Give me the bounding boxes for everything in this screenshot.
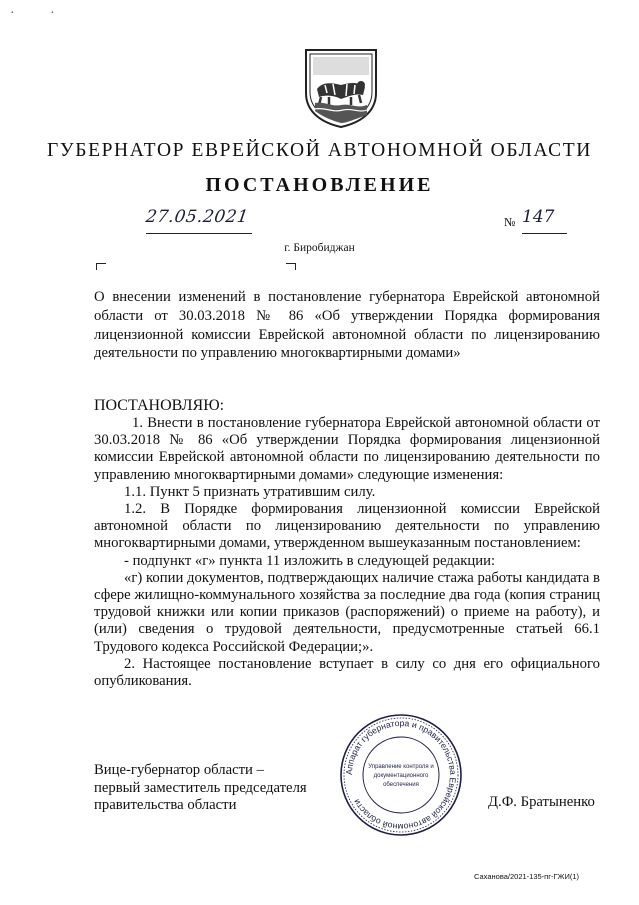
paragraph-subpoint: - подпункт «г» пункта 11 изложить в следующей редакции: <box>124 552 496 569</box>
document-type-title: ПОСТАНОВЛЕНИЕ <box>205 174 434 196</box>
organization-title: ГУБЕРНАТОР ЕВРЕЙСКОЙ АВТОНОМНОЙ ОБЛАСТИ <box>47 140 592 161</box>
title-corner-right <box>286 263 296 270</box>
document-number: 147 <box>522 207 555 227</box>
signature-position <box>94 762 307 815</box>
signature-line-2: первый заместитель председателя <box>94 779 307 796</box>
document-date: 27.05.2021 <box>144 207 250 227</box>
number-field <box>522 207 567 234</box>
coat-of-arms-emblem <box>303 47 379 129</box>
footer-reference: Саханова/2021-135-пг-ГЖИ(1) <box>474 872 580 881</box>
document-subject: О внесении изменений в постановление губернатора Еврейской автономной области от 30.03.2018 № 86 «Об утверждении Порядка формирования лицензионной комиссии Еврейской автономной области по лицензированию деятельности по управлению многоквартирными домами» <box>94 289 600 362</box>
decree-word: ПОСТАНОВЛЯЮ: <box>94 397 225 414</box>
paragraph-1: 1. Внести в постановление губернатора Еврейской автономной области от 30.03.2018 № 86 «Об утверждении Порядка формирования лицензионной комиссии Еврейской автономной области по лицензированию деятельности по управлению многоквартирными домами» следующие изменения: <box>94 415 600 483</box>
signature-line-3: правительства области <box>94 797 237 813</box>
date-field <box>146 207 252 234</box>
paragraph-1-1: 1.1. Пункт 5 признать утратившим силу. <box>124 483 376 500</box>
paragraph-2: 2. Настоящее постановление вступает в силу со дня его официального опубликования. <box>94 655 600 690</box>
stamp-ring-text: Аппарат губернатора и правительства Еврейской автономной области <box>343 717 459 833</box>
paragraph-quote: «г) копии документов, подтверждающих наличие стажа работы кандидата в сфере жилищно-коммунального хозяйства за последние два года (копия страниц трудовой книжки или копии приказов (распоряжений) о приеме на работу), и (или) сведения о трудовой деятельности, предусмотренные статьей 66.1 Трудового кодекса Российской Федерации;». <box>94 569 600 655</box>
city-label: г. Биробиджан <box>284 242 355 254</box>
official-stamp <box>336 710 466 840</box>
stamp-center-line-2: документационного <box>373 773 429 779</box>
stamp-center-line-1: Управление контроля и <box>368 764 434 770</box>
paragraph-1-2: 1.2. В Порядке формирования лицензионной комиссии Еврейской автономной области по лицензированию деятельности по управлению многоквартирными домами, утвержденном вышеуказанным постановлением: <box>94 501 600 552</box>
document-body <box>94 396 600 690</box>
signature-line-1: Вице-губернатор области – <box>94 762 264 778</box>
scan-marks: · · <box>10 6 71 21</box>
title-corner-left <box>96 263 106 270</box>
number-label: № <box>504 215 516 229</box>
stamp-center-line-3: обеспечения <box>383 782 419 788</box>
signer-name: Д.Ф. Братыненко <box>488 794 595 810</box>
